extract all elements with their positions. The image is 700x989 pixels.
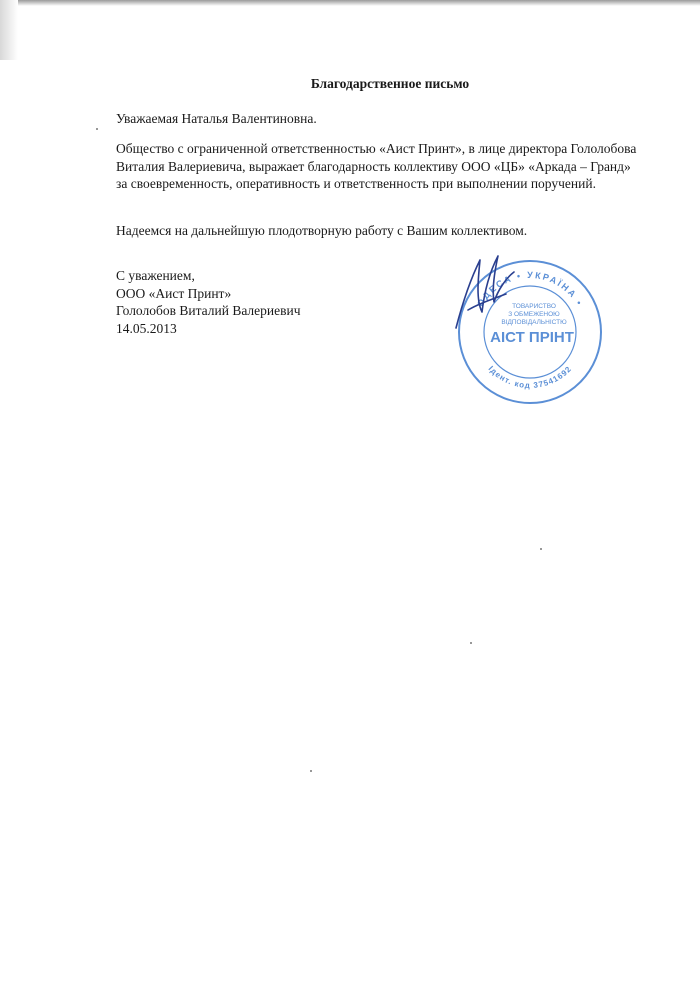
scan-speck bbox=[310, 770, 312, 772]
closing-company: ООО «Аист Принт» bbox=[116, 285, 232, 301]
stamp-outer-text: ОДЕСА • УКРАЇНА • bbox=[474, 269, 586, 309]
letter-closing bbox=[116, 267, 301, 337]
letter-title: Благодарственное письмо bbox=[310, 76, 470, 91]
signature-stroke bbox=[456, 256, 514, 328]
scan-speck bbox=[96, 128, 98, 130]
closing-date: 14.05.2013 bbox=[116, 320, 177, 336]
scan-speck bbox=[540, 548, 542, 550]
stamp-inner-line: ТОВАРИСТВО bbox=[512, 303, 556, 310]
scan-edge-top bbox=[0, 0, 700, 6]
scan-edge-left bbox=[0, 0, 18, 60]
stamp-inner-line: З ОБМЕЖЕНОЮ bbox=[508, 311, 560, 318]
closing-signatory: Гололобов Виталий Валериевич bbox=[116, 303, 301, 318]
stamp-name: АІСТ ПРІНТ bbox=[490, 329, 574, 346]
closing-regards: С уважением, bbox=[116, 268, 195, 283]
scan-speck bbox=[470, 642, 472, 644]
letter-body bbox=[116, 140, 636, 193]
letter-hope: Надеемся на дальнейшую плодотворную работу с Вашим коллективом. bbox=[116, 223, 528, 238]
signature bbox=[448, 250, 518, 340]
stamp-code-text: Ідент. код 37541692 bbox=[486, 364, 574, 391]
body-line: за своевременность, оперативность и ответственность при выполнении поручений. bbox=[116, 176, 596, 191]
letter-greeting: Уважаемая Наталья Валентиновна. bbox=[116, 111, 317, 126]
body-line: Виталия Валериевича, выражает благодарность коллективу ООО «ЦБ» «Аркада – Гранд» bbox=[116, 158, 631, 174]
body-line: Общество с ограниченной ответственностью «Аист Принт», в лице директора Гололобова bbox=[116, 141, 637, 156]
stamp-inner-line: ВІДПОВІДАЛЬНІСТЮ bbox=[501, 319, 567, 326]
